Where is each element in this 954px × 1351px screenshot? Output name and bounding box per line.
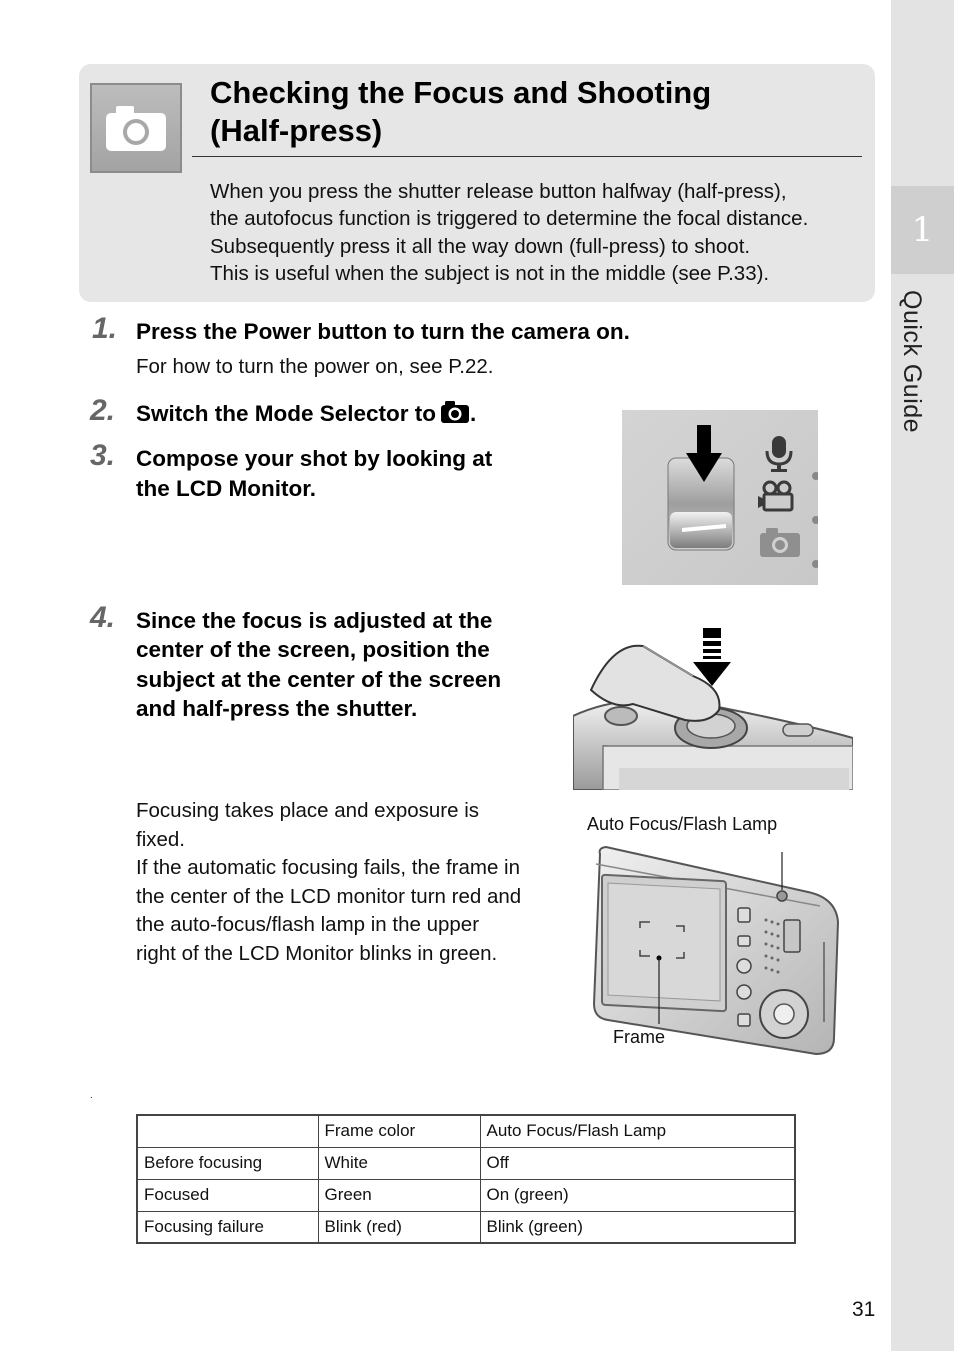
table-row — [137, 1147, 795, 1179]
step-number-4: 4. — [90, 601, 116, 634]
table-cell: Blink (red) — [318, 1211, 480, 1243]
step-body-4-line: fixed. — [136, 827, 185, 851]
step-body-1: For how to turn the power on, see P.22. — [136, 355, 494, 378]
step-title-1: Press the Power button to turn the camera on. — [136, 319, 630, 344]
intro-line: Subsequently press it all the way down (full-press) to shoot. — [210, 234, 751, 258]
step-title-3-line: Compose your shot by looking at — [136, 446, 493, 471]
page-number: 31 — [852, 1298, 876, 1321]
step-number-1: 1. — [92, 312, 118, 345]
table-cell: White — [318, 1147, 480, 1179]
footnote-dot: . — [90, 1090, 93, 1101]
intro-line: This is useful when the subject is not in the middle (see P.33). — [210, 261, 770, 285]
table-cell: Off — [480, 1147, 795, 1179]
table-cell: Focused — [137, 1179, 318, 1211]
microphone-icon — [762, 434, 796, 474]
focus-status-table — [136, 1114, 796, 1244]
page-title-line1: Checking the Focus and Shooting — [210, 75, 712, 110]
table-row — [137, 1179, 795, 1211]
step-body-4-line: the center of the LCD monitor turn red and — [136, 884, 522, 908]
chapter-tab — [891, 186, 954, 274]
intro-text — [210, 178, 870, 287]
table-cell: Green — [318, 1179, 480, 1211]
table-header-row — [137, 1115, 795, 1147]
step-number-3: 3. — [90, 439, 116, 472]
table-header-cell: Auto Focus/Flash Lamp — [480, 1115, 795, 1147]
step-title-3 — [136, 444, 492, 504]
camera-back-illustration — [588, 842, 840, 1056]
step-title-2-end: . — [470, 401, 477, 426]
step-body-4-line: the auto-focus/flash lamp in the upper — [136, 913, 480, 937]
frame-callout-label: Frame — [613, 1027, 666, 1047]
table-header-cell — [137, 1115, 318, 1147]
intro-line: the autofocus function is triggered to determine the focal distance. — [210, 207, 809, 231]
mode-selector-illustration — [622, 410, 818, 585]
step-number-2: 2. — [90, 394, 116, 427]
step-title-4-line: Since the focus is adjusted at the — [136, 608, 493, 633]
chapter-label-text: Quick Guide — [898, 290, 926, 434]
intro-line: When you press the shutter release button halfway (half-press), — [210, 180, 787, 203]
title-divider — [192, 156, 862, 157]
lamp-callout-line — [780, 852, 784, 890]
step-title-4-line: subject at the center of the screen — [136, 666, 502, 692]
frame-callout-line — [657, 958, 661, 1024]
step-body-4 — [136, 797, 556, 969]
camera-icon — [758, 526, 802, 558]
table-cell: Focusing failure — [137, 1211, 318, 1243]
table-header-cell: Frame color — [318, 1115, 480, 1147]
step-title-2 — [136, 399, 476, 432]
page-title — [210, 74, 850, 150]
step-title-4-line: and half-press the shutter. — [136, 695, 418, 721]
chapter-label — [891, 290, 954, 440]
step-title-3-line: the LCD Monitor. — [136, 476, 316, 501]
table-cell: Blink (green) — [480, 1211, 795, 1243]
movie-camera-icon — [756, 480, 800, 514]
step-body-4-line: Focusing takes place and exposure is — [136, 799, 480, 822]
half-press-illustration — [573, 628, 853, 790]
table-row — [137, 1211, 795, 1243]
step-title-4 — [136, 606, 501, 723]
lamp-callout-label: Auto Focus/Flash Lamp — [587, 814, 778, 834]
camera-icon — [90, 83, 182, 173]
step-body-4-line: right of the LCD Monitor blinks in green. — [136, 941, 498, 965]
table-cell: On (green) — [480, 1179, 795, 1211]
camera-icon — [440, 400, 470, 432]
step-title-4-line: center of the screen, position the — [136, 637, 490, 663]
chapter-number: 1 — [911, 210, 934, 250]
step-title-2-text: Switch the Mode Selector to — [136, 401, 437, 426]
step-body-4-line: If the automatic focusing fails, the frame in — [136, 856, 520, 880]
table-cell: Before focusing — [137, 1147, 318, 1179]
page-title-line2: (Half-press) — [210, 113, 383, 148]
